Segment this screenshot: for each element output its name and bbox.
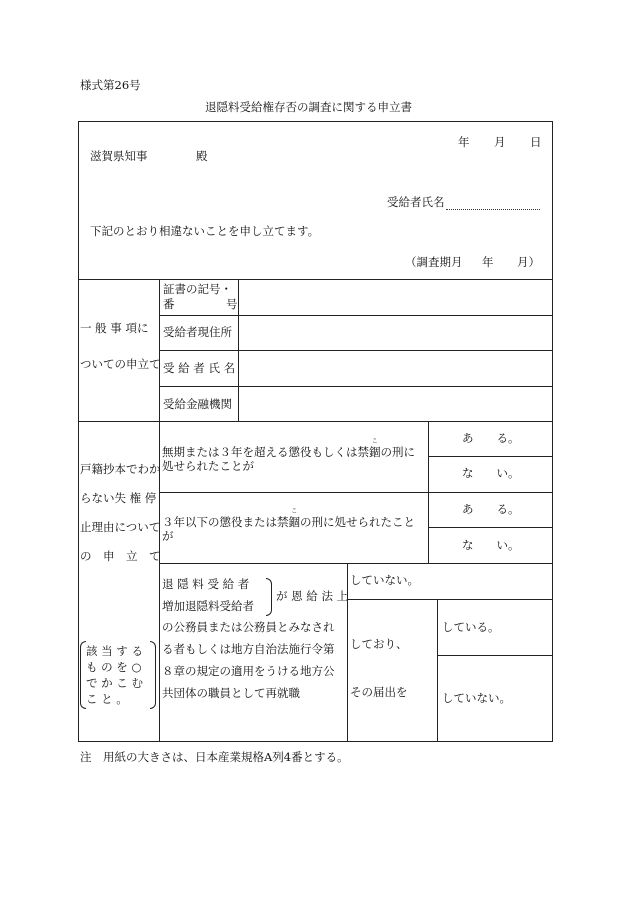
certificate-label-line2-right: 号 bbox=[226, 297, 238, 311]
statement: 下記のとおり相違ないことを申し立てます。 bbox=[90, 224, 320, 238]
persons-brace bbox=[266, 578, 272, 616]
reemploy-done[interactable]: しており、 bbox=[350, 637, 408, 651]
recipient-name-field[interactable] bbox=[387, 196, 540, 210]
honorific: 殿 bbox=[196, 149, 208, 163]
certificate-label-line2-left: 番 bbox=[163, 297, 175, 311]
family-label-line3: 止理由について bbox=[80, 520, 161, 534]
form-title: 退隠料受給権存否の調査に関する申立書 bbox=[205, 100, 412, 114]
notification-label: その届出を bbox=[350, 685, 408, 699]
reemploy-line3: ８章の規定の適用をうける地方公 bbox=[162, 664, 335, 678]
brace-text: が 恩 給 法 上 bbox=[276, 589, 349, 603]
notification-not-submitted[interactable]: していない。 bbox=[442, 691, 511, 705]
q2-line1: ３年以下の懲役または禁 こ 錮の刑に処せられたこと bbox=[162, 508, 415, 529]
q1-ruby: こ bbox=[371, 438, 378, 445]
general-label-line2: ついての申立て bbox=[80, 357, 161, 371]
note-right-paren bbox=[150, 641, 156, 709]
date-year-label: 年 bbox=[458, 135, 470, 149]
q2-ruby: こ bbox=[291, 508, 298, 515]
q1-answer-no[interactable]: な い。 bbox=[462, 466, 520, 480]
note-line1: 該 当 す る bbox=[86, 644, 143, 658]
family-label-line1: 戸籍抄本でわか bbox=[80, 462, 161, 476]
divider-label-column bbox=[159, 279, 160, 742]
reemploy-line2: る者もしくは地方自治法施行令第 bbox=[162, 642, 335, 656]
bank-label: 受給金融機関 bbox=[163, 397, 232, 411]
recipient-name-label: 受給者氏名 bbox=[387, 195, 445, 209]
q2-answer-yes[interactable]: あ る。 bbox=[462, 502, 520, 516]
divider-reemploy-2 bbox=[437, 655, 553, 656]
reemploy-line1: の公務員または公務員とみなされ bbox=[162, 620, 335, 634]
divider-q1-answers bbox=[428, 456, 553, 457]
date-month-label: 月 bbox=[494, 135, 506, 149]
recipient-name-line bbox=[446, 198, 540, 210]
q1-line1: 無期または３年を超える懲役もしくは禁 こ 錮の刑に bbox=[162, 438, 415, 459]
date-day-label: 日 bbox=[530, 135, 542, 149]
divider-answer-column bbox=[428, 421, 429, 563]
reemploy-not-done[interactable]: していない。 bbox=[350, 573, 419, 587]
note-line3: で か こ む bbox=[86, 676, 143, 690]
general-label-line1: 一 般 事 項に bbox=[80, 321, 149, 335]
name-value-field[interactable] bbox=[239, 351, 552, 386]
q1-line2: 処せられたことが bbox=[162, 459, 254, 473]
divider-q2-bottom bbox=[159, 563, 553, 564]
address-label: 受給者現住所 bbox=[163, 325, 232, 339]
person-increased-retiree: 増加退隠料受給者 bbox=[162, 599, 254, 613]
divider-reemploy-1 bbox=[347, 599, 553, 600]
certificate-value-field[interactable] bbox=[239, 280, 552, 315]
period-year: 年 bbox=[482, 255, 494, 269]
form-number: 様式第26号 bbox=[80, 78, 141, 92]
q2-answer-no[interactable]: な い。 bbox=[462, 538, 520, 552]
note-line2: も の を ○ bbox=[86, 660, 142, 674]
addressee: 滋賀県知事 bbox=[90, 149, 148, 163]
family-label-line2: らない失 権 停 bbox=[80, 491, 157, 505]
address-value-field[interactable] bbox=[239, 316, 552, 350]
notification-submitted[interactable]: している。 bbox=[442, 620, 500, 634]
divider-q1-bottom bbox=[159, 492, 553, 493]
period-month: 月） bbox=[517, 255, 540, 269]
person-retiree: 退 隠 料 受 給 者 bbox=[162, 577, 250, 591]
divider-notify-column bbox=[437, 599, 438, 742]
family-label-line4: の 申 立 て bbox=[80, 549, 161, 563]
q1-answer-yes[interactable]: あ る。 bbox=[462, 431, 520, 445]
period-open: （調査期月 bbox=[405, 255, 463, 269]
bank-value-field[interactable] bbox=[239, 387, 552, 421]
q2-line2: が bbox=[162, 529, 174, 543]
name-label: 受 給 者 氏 名 bbox=[163, 361, 236, 375]
divider-q2-answers bbox=[428, 527, 553, 528]
certificate-label-line1: 証書の記号・ bbox=[163, 282, 232, 296]
divider-general-bottom bbox=[78, 421, 553, 422]
reemploy-line4: 共団体の職員として再就職 bbox=[162, 686, 300, 700]
note-line4: こ と 。 bbox=[86, 692, 128, 706]
footer-note: 注 用紙の大きさは、日本産業規格A列4番とする。 bbox=[80, 750, 349, 764]
